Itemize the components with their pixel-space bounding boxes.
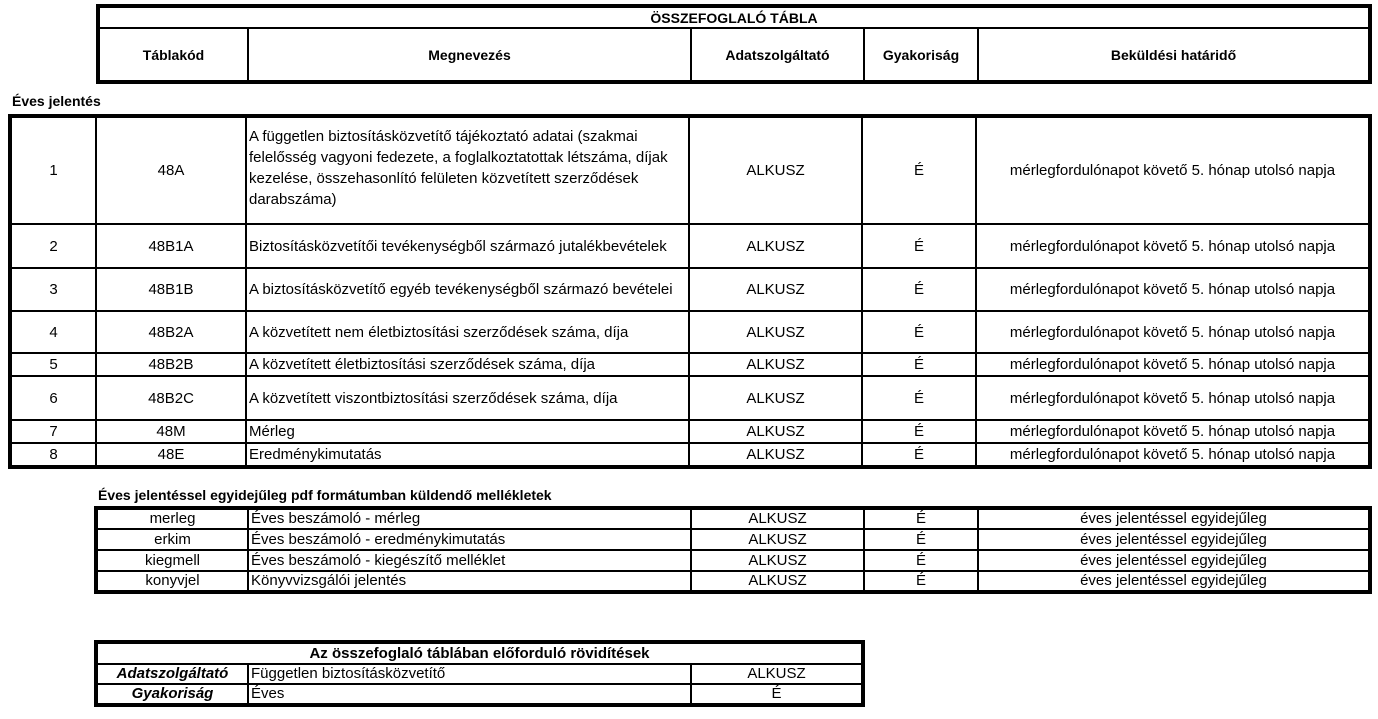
frequency: É xyxy=(862,443,976,467)
provider: ALKUSZ xyxy=(689,268,862,311)
column-header-provider: Adatszolgáltató xyxy=(691,28,864,82)
frequency: É xyxy=(862,353,976,376)
table-description: Biztosításközvetítői tevékenységből származó jutalékbevételek xyxy=(246,224,689,268)
attachment-name: Éves beszámoló - kiegészítő melléklet xyxy=(248,550,691,571)
table-row xyxy=(96,664,863,684)
provider: ALKUSZ xyxy=(691,529,864,550)
attachment-name: Éves beszámoló - eredménykimutatás xyxy=(248,529,691,550)
table-code: 48B2B xyxy=(96,353,246,376)
row-number: 2 xyxy=(10,224,96,268)
abbreviation-label: Gyakoriság xyxy=(96,684,248,705)
annual-report-table xyxy=(8,114,1372,469)
table-code: 48E xyxy=(96,443,246,467)
table-code: 48B2C xyxy=(96,376,246,420)
deadline: éves jelentéssel egyidejűleg xyxy=(978,550,1370,571)
table-code: 48B1B xyxy=(96,268,246,311)
frequency: É xyxy=(864,529,978,550)
table-row xyxy=(96,684,863,705)
column-header-table-code: Táblakód xyxy=(98,28,248,82)
provider: ALKUSZ xyxy=(691,550,864,571)
table-row xyxy=(96,550,1370,571)
abbreviation-code: É xyxy=(691,684,863,705)
deadline: éves jelentéssel egyidejűleg xyxy=(978,571,1370,592)
row-number: 3 xyxy=(10,268,96,311)
row-number: 4 xyxy=(10,311,96,353)
table-code: 48B1A xyxy=(96,224,246,268)
attachments-section-label: Éves jelentéssel egyidejűleg pdf formátumban küldendő mellékletek xyxy=(98,487,552,503)
frequency: É xyxy=(864,550,978,571)
deadline: mérlegfordulónapot követő 5. hónap utolsó napja xyxy=(976,311,1370,353)
table-row xyxy=(10,420,1370,443)
table-code: 48B2A xyxy=(96,311,246,353)
deadline: mérlegfordulónapot követő 5. hónap utolsó napja xyxy=(976,268,1370,311)
table-row xyxy=(96,508,1370,529)
frequency: É xyxy=(862,268,976,311)
table-row xyxy=(10,353,1370,376)
table-description: A közvetített viszontbiztosítási szerződések száma, díja xyxy=(246,376,689,420)
table-row xyxy=(10,376,1370,420)
abbreviation-description: Éves xyxy=(248,684,691,705)
deadline: mérlegfordulónapot követő 5. hónap utolsó napja xyxy=(976,116,1370,224)
frequency: É xyxy=(862,311,976,353)
table-row xyxy=(10,268,1370,311)
provider: ALKUSZ xyxy=(691,571,864,592)
provider: ALKUSZ xyxy=(689,353,862,376)
row-number: 6 xyxy=(10,376,96,420)
column-header-deadline: Beküldési határidő xyxy=(978,28,1370,82)
table-code: 48M xyxy=(96,420,246,443)
annual-report-section-label: Éves jelentés xyxy=(12,93,101,109)
provider: ALKUSZ xyxy=(689,420,862,443)
attachment-code: konyvjel xyxy=(96,571,248,592)
table-description: A biztosításközvetítő egyéb tevékenységből származó bevételei xyxy=(246,268,689,311)
frequency: É xyxy=(862,376,976,420)
column-header-frequency: Gyakoriság xyxy=(864,28,978,82)
frequency: É xyxy=(862,116,976,224)
deadline: mérlegfordulónapot követő 5. hónap utolsó napja xyxy=(976,353,1370,376)
provider: ALKUSZ xyxy=(689,443,862,467)
table-description: A közvetített életbiztosítási szerződések száma, díja xyxy=(246,353,689,376)
abbreviations-title: Az összefoglaló táblában előforduló rövidítések xyxy=(96,642,863,664)
provider: ALKUSZ xyxy=(691,508,864,529)
row-number: 7 xyxy=(10,420,96,443)
row-number: 1 xyxy=(10,116,96,224)
abbreviation-label: Adatszolgáltató xyxy=(96,664,248,684)
table-code: 48A xyxy=(96,116,246,224)
deadline: mérlegfordulónapot követő 5. hónap utolsó napja xyxy=(976,420,1370,443)
summary-header-table xyxy=(96,4,1372,84)
frequency: É xyxy=(864,571,978,592)
table-row xyxy=(10,116,1370,224)
table-description: A közvetített nem életbiztosítási szerződések száma, díja xyxy=(246,311,689,353)
deadline: éves jelentéssel egyidejűleg xyxy=(978,529,1370,550)
column-header-name: Megnevezés xyxy=(248,28,691,82)
frequency: É xyxy=(862,420,976,443)
provider: ALKUSZ xyxy=(689,311,862,353)
attachment-code: merleg xyxy=(96,508,248,529)
attachment-code: kiegmell xyxy=(96,550,248,571)
frequency: É xyxy=(864,508,978,529)
table-row xyxy=(96,571,1370,592)
table-row xyxy=(96,529,1370,550)
abbreviation-description: Független biztosításközvetítő xyxy=(248,664,691,684)
attachment-name: Könyvvizsgálói jelentés xyxy=(248,571,691,592)
table-row xyxy=(10,443,1370,467)
provider: ALKUSZ xyxy=(689,376,862,420)
table-description: Mérleg xyxy=(246,420,689,443)
deadline: mérlegfordulónapot követő 5. hónap utolsó napja xyxy=(976,376,1370,420)
deadline: mérlegfordulónapot követő 5. hónap utolsó napja xyxy=(976,443,1370,467)
abbreviations-table xyxy=(94,640,865,707)
summary-table-title: ÖSSZEFOGLALÓ TÁBLA xyxy=(98,6,1370,28)
table-row xyxy=(10,224,1370,268)
table-row xyxy=(10,311,1370,353)
attachments-table xyxy=(94,506,1372,594)
provider: ALKUSZ xyxy=(689,116,862,224)
attachment-code: erkim xyxy=(96,529,248,550)
frequency: É xyxy=(862,224,976,268)
row-number: 5 xyxy=(10,353,96,376)
row-number: 8 xyxy=(10,443,96,467)
table-description: A független biztosításközvetítő tájékoztató adatai (szakmai felelősség vagyoni fedezete, a foglalkoztatottak létszáma, díjak kezelése, összehasonlító felületen közvetített szerződések darabszáma) xyxy=(246,116,689,224)
table-description: Eredménykimutatás xyxy=(246,443,689,467)
deadline: éves jelentéssel egyidejűleg xyxy=(978,508,1370,529)
attachment-name: Éves beszámoló - mérleg xyxy=(248,508,691,529)
abbreviation-code: ALKUSZ xyxy=(691,664,863,684)
provider: ALKUSZ xyxy=(689,224,862,268)
deadline: mérlegfordulónapot követő 5. hónap utolsó napja xyxy=(976,224,1370,268)
